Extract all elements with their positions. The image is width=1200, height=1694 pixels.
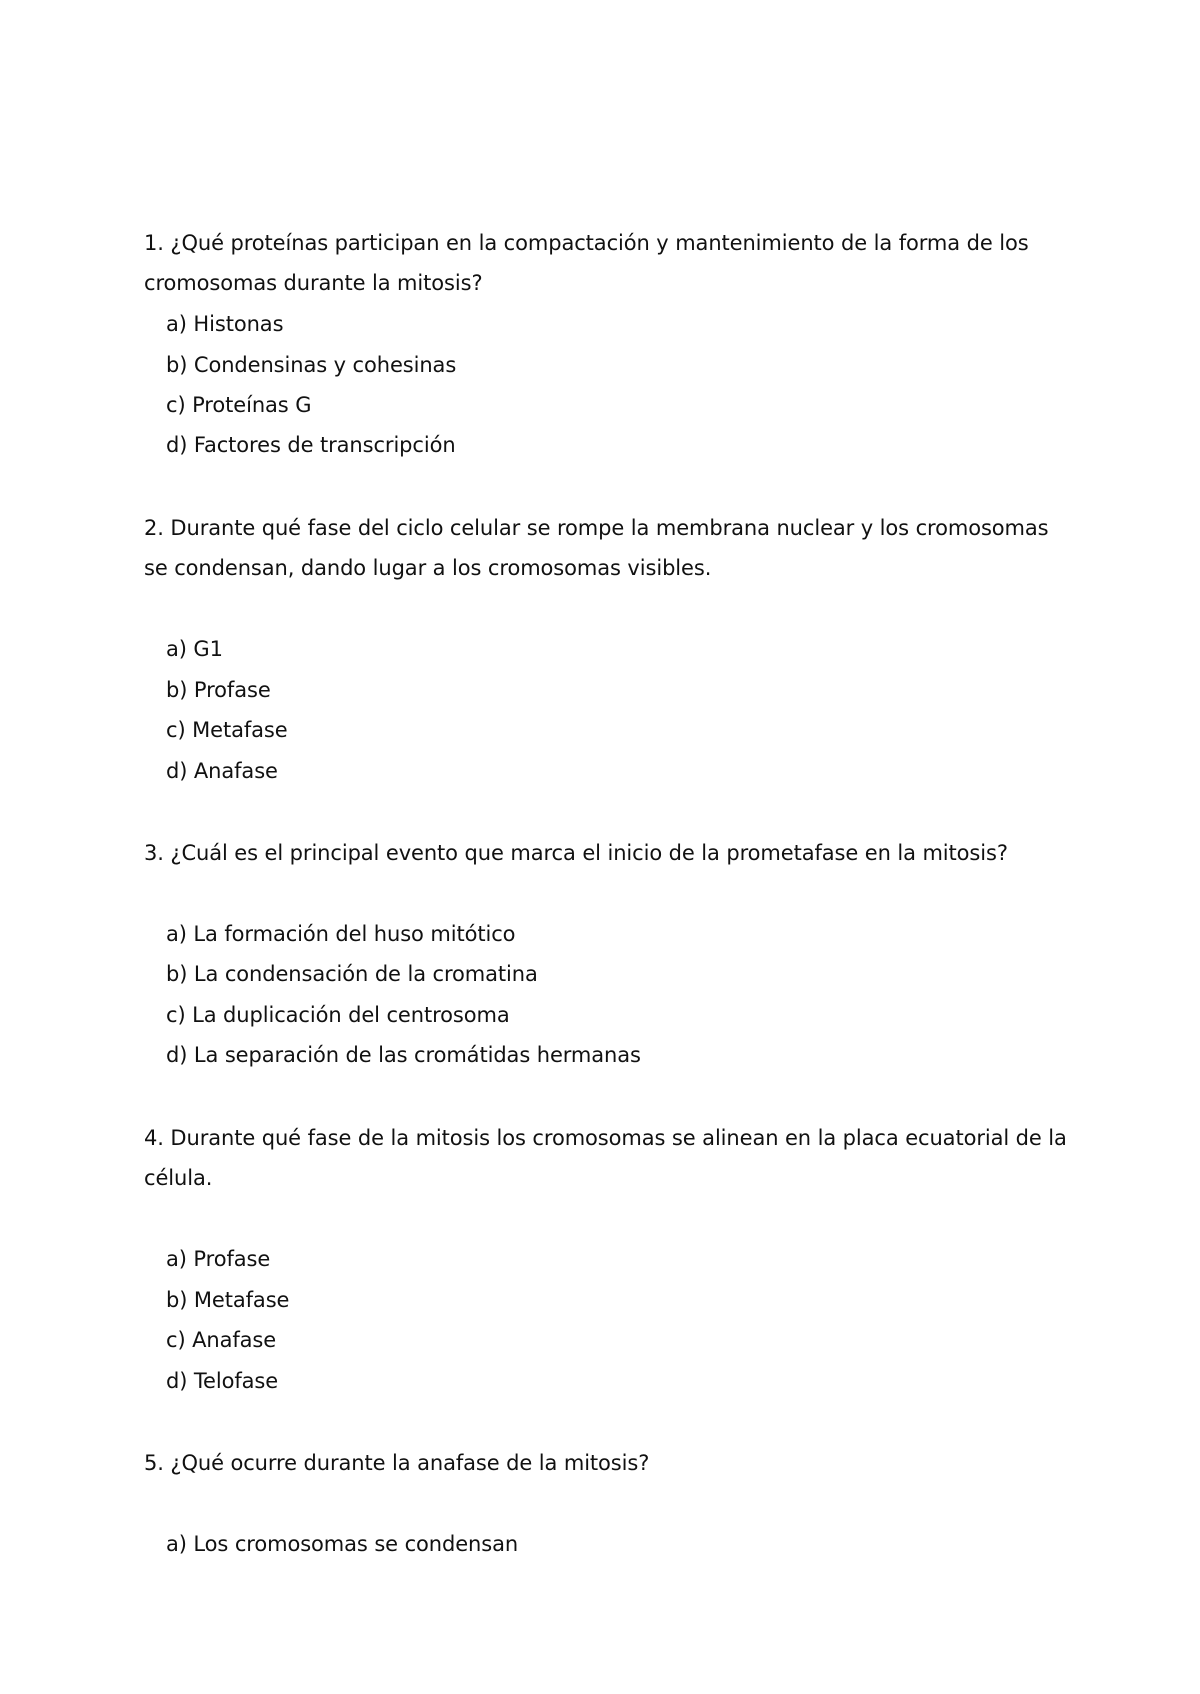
question-3-option-a: a) La formación del huso mitótico [166,922,516,946]
question-2-option-c: c) Metafase [166,718,288,742]
question-4-stem-line-2: célula. [144,1166,213,1190]
question-4-option-a: a) Profase [166,1247,271,1271]
question-2-stem-line-2: se condensan, dando lugar a los cromosomas visibles. [144,556,712,580]
question-1-stem-line-2: cromosomas durante la mitosis? [144,271,483,295]
question-5-option-a: a) Los cromosomas se condensan [166,1532,519,1556]
question-1-stem-line-1: 1. ¿Qué proteínas participan en la compactación y mantenimiento de la forma de los [144,231,1029,255]
question-5-stem-line-1: 5. ¿Qué ocurre durante la anafase de la mitosis? [144,1451,650,1475]
question-4-option-c: c) Anafase [166,1328,277,1352]
question-2-option-d: d) Anafase [166,759,278,783]
question-2-option-b: b) Profase [166,678,271,702]
question-4-option-b: b) Metafase [166,1288,290,1312]
question-1-option-b: b) Condensinas y cohesinas [166,353,457,377]
question-2-option-a: a) G1 [166,637,223,661]
question-4-option-d: d) Telofase [166,1369,279,1393]
question-1-option-c: c) Proteínas G [166,393,312,417]
question-3-stem-line-1: 3. ¿Cuál es el principal evento que marca el inicio de la prometafase en la mitosis? [144,841,1008,865]
question-1-option-d: d) Factores de transcripción [166,433,456,457]
question-3-option-b: b) La condensación de la cromatina [166,962,538,986]
question-2-stem-line-1: 2. Durante qué fase del ciclo celular se rompe la membrana nuclear y los cromosomas [144,516,1049,540]
question-3-option-c: c) La duplicación del centrosoma [166,1003,510,1027]
question-1-option-a: a) Histonas [166,312,284,336]
question-3-option-d: d) La separación de las cromátidas hermanas [166,1043,641,1067]
question-4-stem-line-1: 4. Durante qué fase de la mitosis los cromosomas se alinean en la placa ecuatorial de la [144,1126,1067,1150]
